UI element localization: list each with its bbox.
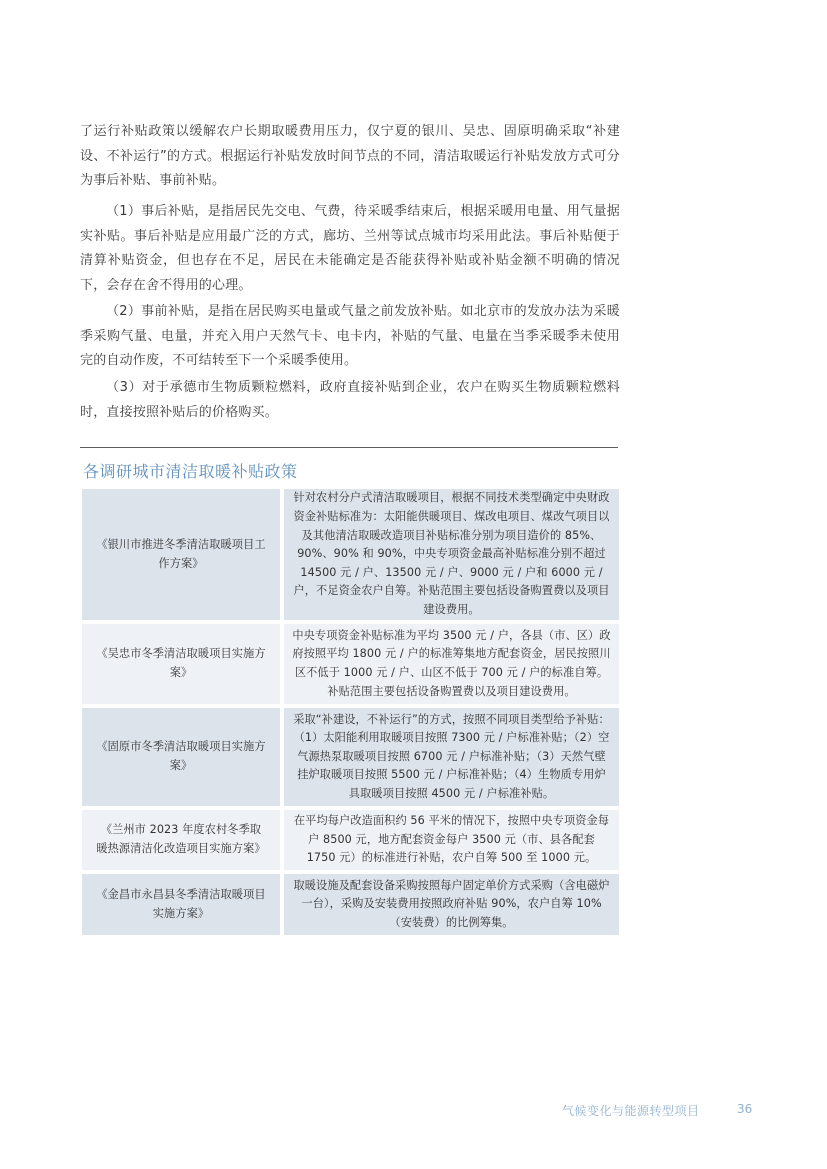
policy-name-cell: 《金昌市永昌县冬季清洁取暖项目实施方案》: [82, 874, 280, 935]
paragraph-pre-subsidy: （2）事前补贴，是指在居民购买电量或气量之前发放补贴。如北京市的发放办法为采暖季采购气量、电量，并充入用户天然气卡、电卡内，补贴的气量、电量在当季采暖季未使用完的自动作废，不可结转至下一个采暖季使用。: [80, 304, 620, 368]
table-row: [82, 874, 619, 935]
table-row: [82, 810, 619, 870]
paragraph-post-subsidy: （1）事后补贴，是指居民先交电、气费，待采暖季结束后，根据采暖用电量、用气量据实补贴。事后补贴是应用最广泛的方式，廊坊、兰州等试点城市均采用此法。事后补贴便于清算补贴资金，但也存在不足，居民在未能确定是否能获得补贴或补贴金额不明确的情况下，会存在舍不得用的心理。: [80, 204, 620, 293]
policy-desc-cell: 在平均每户改造面积约 56 平米的情况下，按照中央专项资金每户 8500 元，地方配套资金每户 3500 元（市、县各配套 1750 元）的标准进行补贴，农户自筹 500 至 1000 元。: [284, 810, 619, 870]
table-row: [82, 624, 619, 704]
table-row: [82, 489, 619, 620]
policy-name-cell: 《兰州市 2023 年度农村冬季取暖热源清洁化改造项目实施方案》: [82, 810, 280, 870]
policy-desc-cell: 中央专项资金补贴标准为平均 3500 元 / 户，各县（市、区）政府按照平均 1800 元 / 户的标准筹集地方配套资金，居民按照川区不低于 1000 元 / 户、山区不低于 700 元 / 户的标准自筹。补贴范围主要包括设备购置费以及项目建设费用。: [284, 624, 619, 704]
section-divider: [80, 447, 618, 448]
footer-project-name: 气候变化与能源转型项目: [562, 1104, 700, 1118]
paragraph-continuation: 了运行补贴政策以缓解农户长期取暖费用压力，仅宁夏的银川、吴忠、固原明确采取“补建设、不补运行”的方式。根据运行补贴发放时间节点的不同，清洁取暖运行补贴发放方式可分为事后补贴、事前补贴。: [80, 124, 620, 188]
policy-name-cell: 《吴忠市冬季清洁取暖项目实施方案》: [82, 624, 280, 704]
policy-name-cell: 《固原市冬季清洁取暖项目实施方案》: [82, 708, 280, 806]
policy-table: [82, 489, 619, 939]
policy-desc-cell: 采取“补建设，不补运行”的方式，按照不同项目类型给予补贴：（1）太阳能利用取暖项目按照 7300 元 / 户标准补贴；（2）空气源热泵取暖项目按照 6700 元 / 户标准补贴；（3）天然气壁挂炉取暖项目按照 5500 元 / 户标准补贴；（4）生物质专用炉具取暖项目按照 4500 元 / 户标准补贴。: [284, 708, 619, 806]
table-row: [82, 708, 619, 806]
table-title: 各调研城市清洁取暖补贴政策: [83, 462, 298, 481]
page-number: 36: [737, 1102, 753, 1116]
policy-name-cell: 《银川市推进冬季清洁取暖项目工作方案》: [82, 489, 280, 620]
paragraph-chengde-biomass: （3）对于承德市生物质颗粒燃料，政府直接补贴到企业，农户在购买生物质颗粒燃料时，直接按照补贴后的价格购买。: [80, 380, 620, 420]
policy-desc-cell: 针对农村分户式清洁取暖项目，根据不同技术类型确定中央财政资金补贴标准为：太阳能供暖项目、煤改电项目、煤改气项目以及其他清洁取暖改造项目补贴标准分别为项目造价的 85%、90%、90% 和 90%，中央专项资金最高补贴标准分别不超过 14500 元 / 户、13500 元 / 户、9000 元 / 户和 6000 元 / 户，不足资金农户自筹。补贴范围主要包括设备购置费以及项目建设费用。: [284, 489, 619, 620]
policy-desc-cell: 取暖设施及配套设备采购按照每户固定单价方式采购（含电磁炉一台），采购及安装费用按照政府补贴 90%，农户自筹 10%（安装费）的比例筹集。: [284, 874, 619, 935]
